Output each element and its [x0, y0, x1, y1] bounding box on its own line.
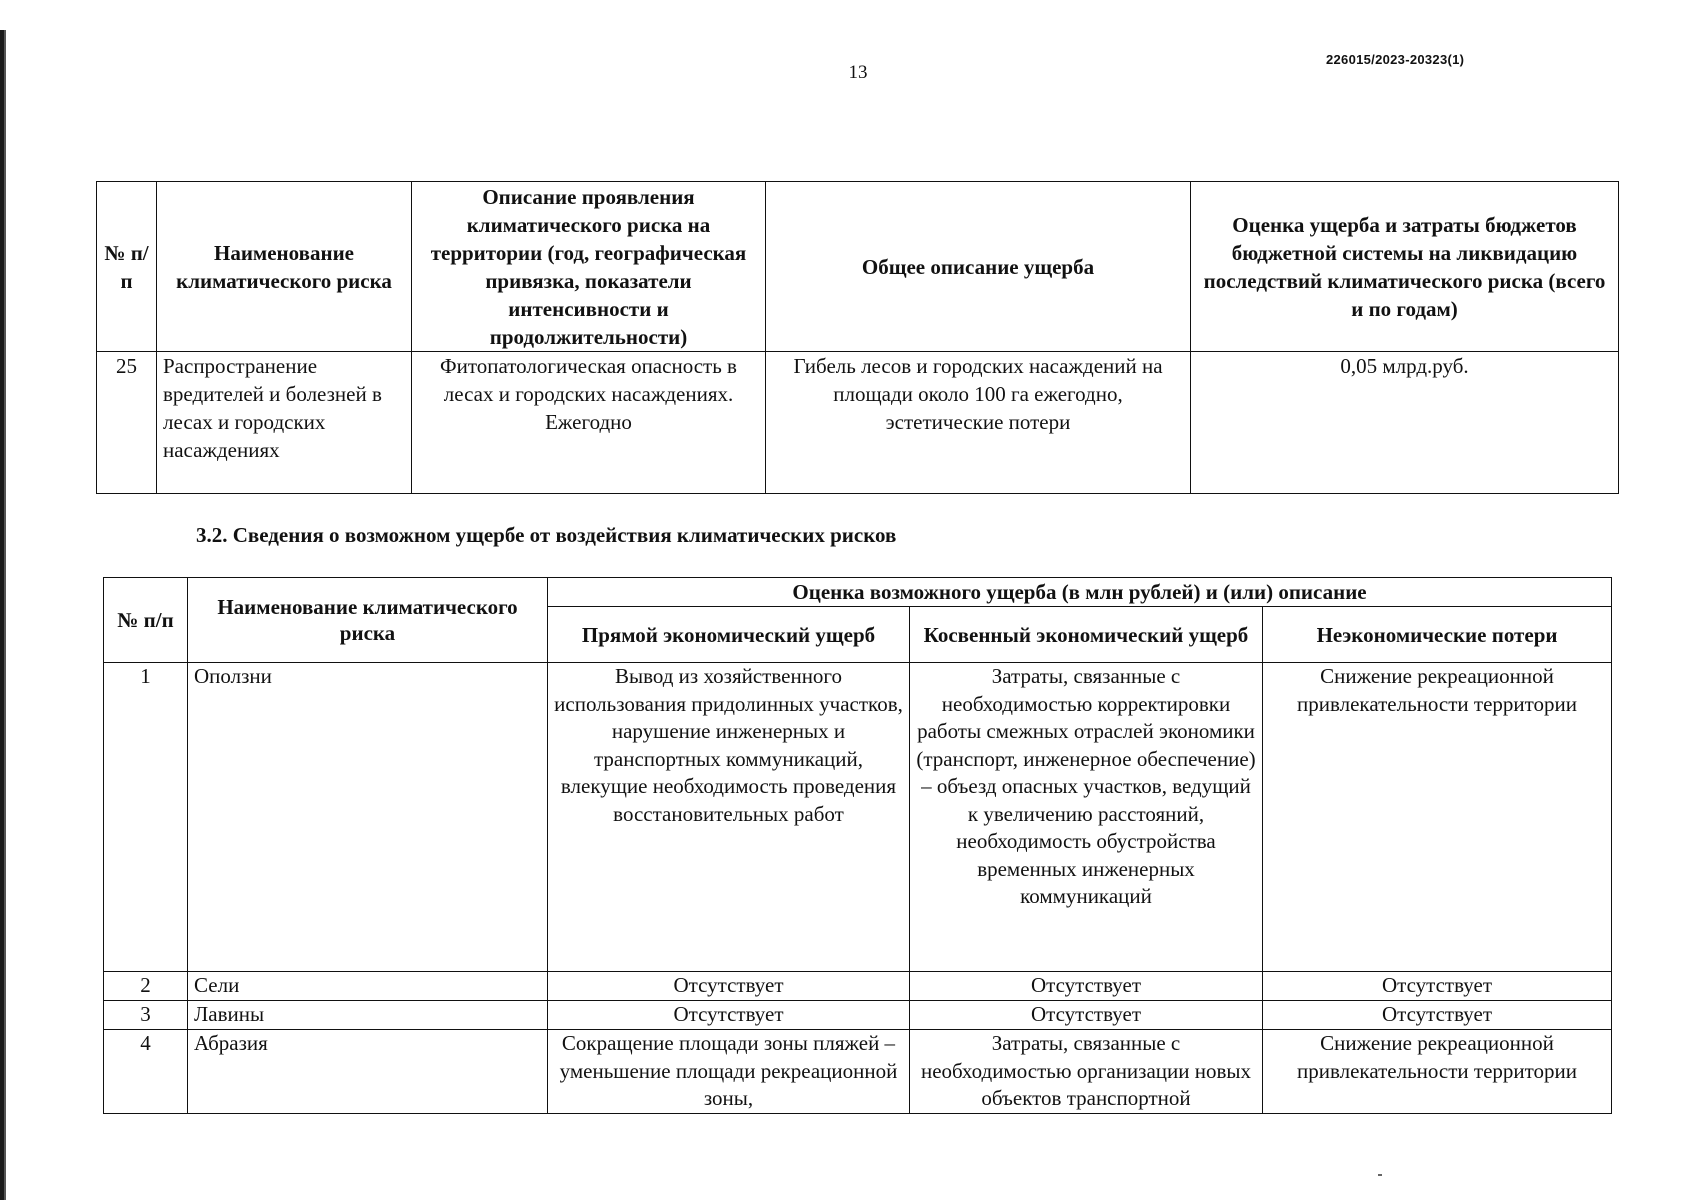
cell-nonecon-losses: Снижение рекреационной привлекательности территории: [1263, 1030, 1612, 1114]
climate-risk-table: [96, 181, 1619, 494]
cell-number: 2: [104, 972, 188, 1001]
scan-speck: [1378, 1174, 1382, 1176]
scan-edge: [0, 30, 6, 1200]
cell-direct-damage: Вывод из хозяйственного использования придолинных участков, нарушение инженерных и транспортных коммуникаций, влекущие необходимость проведения восстановительных работ: [548, 663, 910, 972]
cell-risk-name: Абразия: [188, 1030, 548, 1114]
page-number: 13: [848, 62, 868, 83]
cell-risk-name: Сели: [188, 972, 548, 1001]
col-header-risk-description: Описание проявления климатического риска на территории (год, географическая привязка, показатели интенсивности и продолжительности): [412, 182, 766, 352]
cell-nonecon-losses: Отсутствует: [1263, 1001, 1612, 1030]
table-header-row: [104, 578, 1612, 607]
cell-risk-name: Оползни: [188, 663, 548, 972]
cell-direct-damage: Отсутствует: [548, 972, 910, 1001]
table-header-row: [97, 182, 1619, 352]
cell-indirect-damage: Затраты, связанные с необходимостью организации новых объектов транспортной: [910, 1030, 1263, 1114]
cell-indirect-damage: Затраты, связанные с необходимостью корректировки работы смежных отраслей экономики (транспорт, инженерное обеспечение) – объезд опасных участков, ведущий к увеличению расстояний, необходимость обустройства временных инженерных коммуникаций: [910, 663, 1263, 972]
cell-indirect-damage: Отсутствует: [910, 972, 1263, 1001]
col-header-damage-cost: Оценка ущерба и затраты бюджетов бюджетной системы на ликвидацию последствий климатического риска (всего и по годам): [1191, 182, 1619, 352]
cell-number: 4: [104, 1030, 188, 1114]
cell-number: 25: [97, 352, 157, 494]
col-header-direct-damage: Прямой экономический ущерб: [548, 607, 910, 663]
cell-damage-cost: 0,05 млрд.руб.: [1191, 352, 1619, 494]
table-row: [104, 972, 1612, 1001]
col-header-indirect-damage: Косвенный экономический ущерб: [910, 607, 1263, 663]
cell-risk-description: Фитопатологическая опасность в лесах и городских насаждениях. Ежегодно: [412, 352, 766, 494]
table-row: [104, 663, 1612, 972]
cell-damage-description: Гибель лесов и городских насаждений на площади около 100 га ежегодно, эстетические потери: [766, 352, 1191, 494]
cell-nonecon-losses: Отсутствует: [1263, 972, 1612, 1001]
cell-nonecon-losses: Снижение рекреационной привлекательности территории: [1263, 663, 1612, 972]
col-header-damage-group: Оценка возможного ущерба (в млн рублей) и (или) описание: [548, 578, 1612, 607]
cell-number: 3: [104, 1001, 188, 1030]
section-heading: 3.2. Сведения о возможном ущербе от воздействия климатических рисков: [196, 523, 897, 547]
cell-direct-damage: Отсутствует: [548, 1001, 910, 1030]
possible-damage-table: [103, 577, 1612, 1114]
document-id: 226015/2023-20323(1): [1326, 52, 1465, 67]
table-row: [104, 1001, 1612, 1030]
cell-risk-name: Лавины: [188, 1001, 548, 1030]
cell-number: 1: [104, 663, 188, 972]
cell-indirect-damage: Отсутствует: [910, 1001, 1263, 1030]
col-header-risk-name: Наименование климатического риска: [157, 182, 412, 352]
col-header-number: № п/п: [104, 578, 188, 663]
col-header-damage-description: Общее описание ущерба: [766, 182, 1191, 352]
cell-risk-name: Распространение вредителей и болезней в лесах и городских насаждениях: [157, 352, 412, 494]
col-header-risk-name: Наименование климатического риска: [188, 578, 548, 663]
table-row: [97, 352, 1619, 494]
col-header-number: № п/п: [97, 182, 157, 352]
table-row: [104, 1030, 1612, 1114]
cell-direct-damage: Сокращение площади зоны пляжей – уменьшение площади рекреационной зоны,: [548, 1030, 910, 1114]
col-header-nonecon-losses: Неэкономические потери: [1263, 607, 1612, 663]
